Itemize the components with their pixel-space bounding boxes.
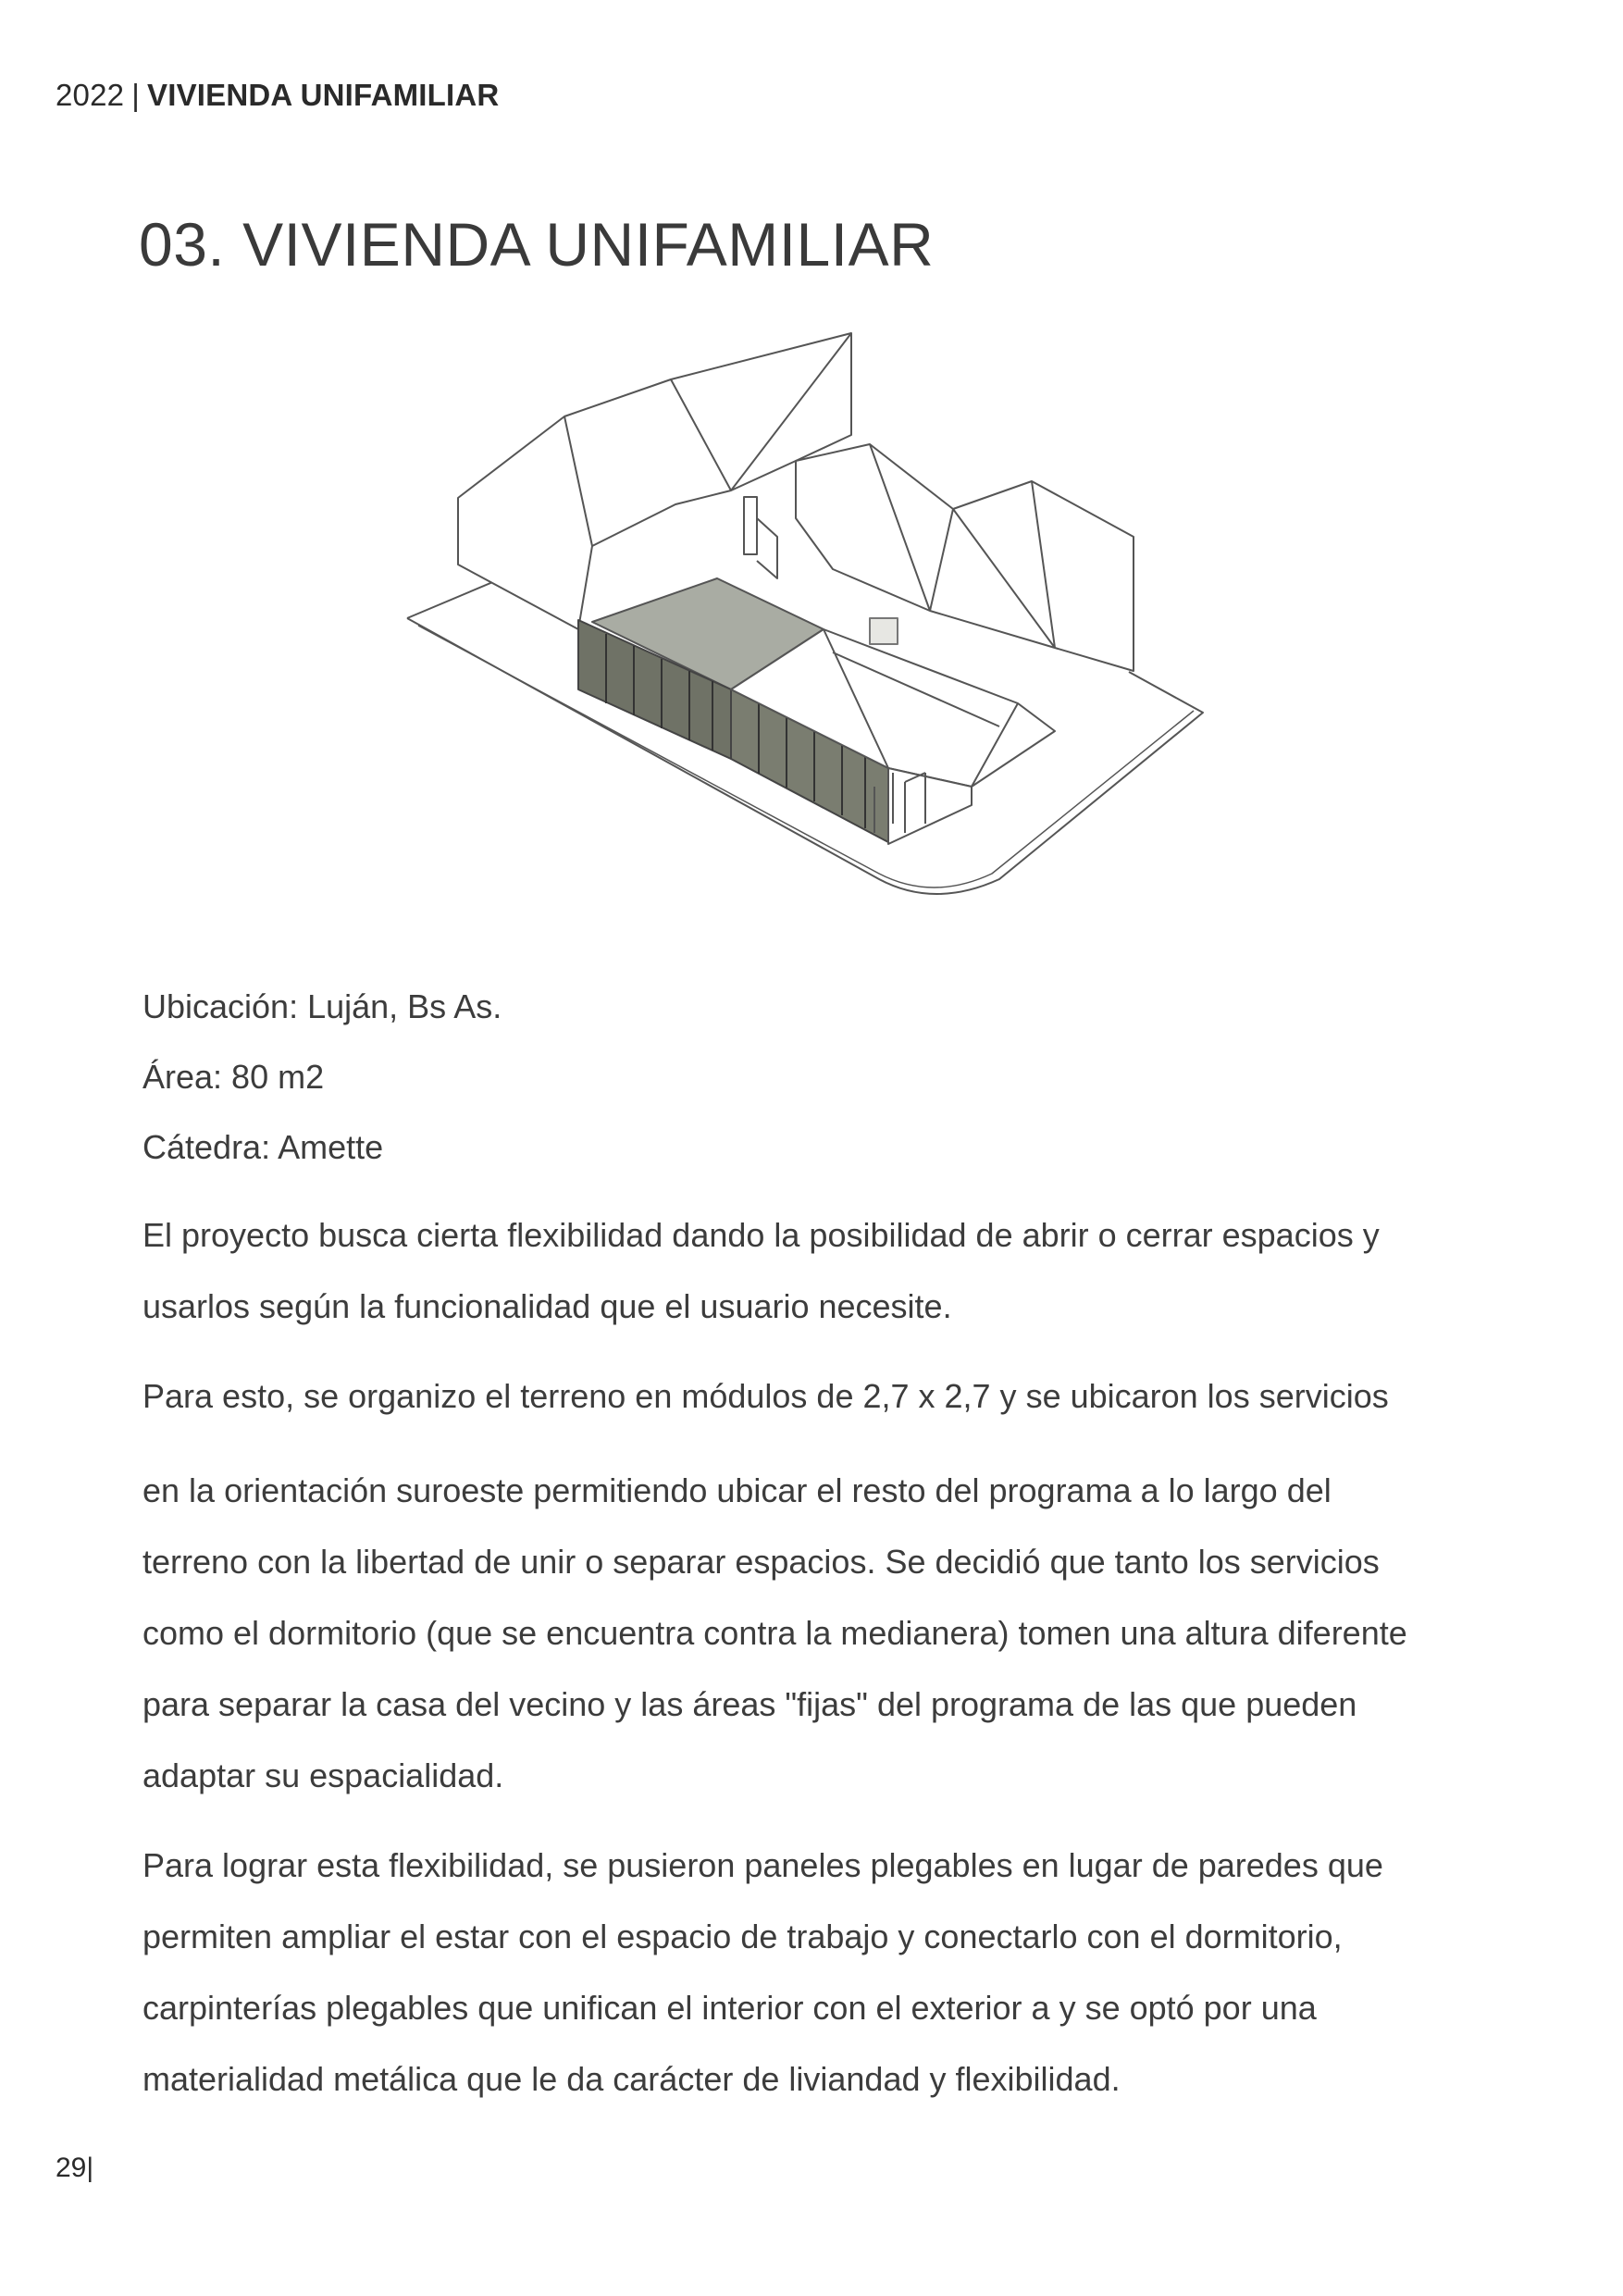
paragraph-4-line-2: permiten ampliar el estar con el espacio de trabajo y conectarlo con el dormitorio, [142, 1917, 1343, 1955]
header-separator: | [131, 78, 140, 112]
paragraph-3-line-3: como el dormitorio (que se encuentra contra la medianera) tomen una altura diferente [142, 1614, 1407, 1652]
paragraph-3-line-1: en la orientación suroeste permitiendo ubicar el resto del programa a lo largo del [142, 1471, 1332, 1509]
project-facts [142, 972, 502, 1183]
neighbour-block-right [796, 444, 1134, 671]
service-tower [744, 497, 757, 554]
paragraph-4-line-1: Para lograr esta flexibilidad, se pusieron paneles plegables en lugar de paredes que [142, 1846, 1383, 1884]
running-header [56, 78, 499, 113]
fact-chair: Cátedra: Amette [142, 1128, 384, 1166]
light-well [870, 618, 898, 644]
paragraph-1-line-2: usarlos según la funcionalidad que el usuario necesite. [142, 1287, 952, 1325]
fact-location: Ubicación: Luján, Bs As. [142, 987, 502, 1025]
paragraph-2-line-1: Para esto, se organizo el terreno en módulos de 2,7 x 2,7 y se ubicaron los servicios [142, 1377, 1389, 1415]
paragraph-4-line-4: materialidad metálica que le da carácter de liviandad y flexibilidad. [142, 2060, 1121, 2098]
paragraph-3-line-4: para separar la casa del vecino y las áreas "fijas" del programa de las que pueden [142, 1685, 1357, 1723]
axonometric-drawing [370, 319, 1258, 921]
fact-area: Área: 80 m2 [142, 1058, 325, 1096]
page-title: 03. VIVIENDA UNIFAMILIAR [139, 210, 935, 279]
page-number: 29| [56, 2153, 94, 2183]
paragraph-4-line-3: carpinterías plegables que unifican el interior con el exterior a y se optó por una [142, 1989, 1317, 2027]
header-year: 2022 [56, 78, 125, 112]
project-description [142, 1199, 1530, 2115]
header-section: VIVIENDA UNIFAMILIAR [147, 78, 500, 112]
neighbour-block-left [458, 333, 851, 629]
paragraph-3-line-5: adaptar su espacialidad. [142, 1756, 504, 1794]
paragraph-3-line-2: terreno con la libertad de unir o separar espacios. Se decidió que tanto los servicios [142, 1543, 1380, 1581]
paragraph-1-line-1: El proyecto busca cierta flexibilidad dando la posibilidad de abrir o cerrar espacios y [142, 1216, 1380, 1254]
